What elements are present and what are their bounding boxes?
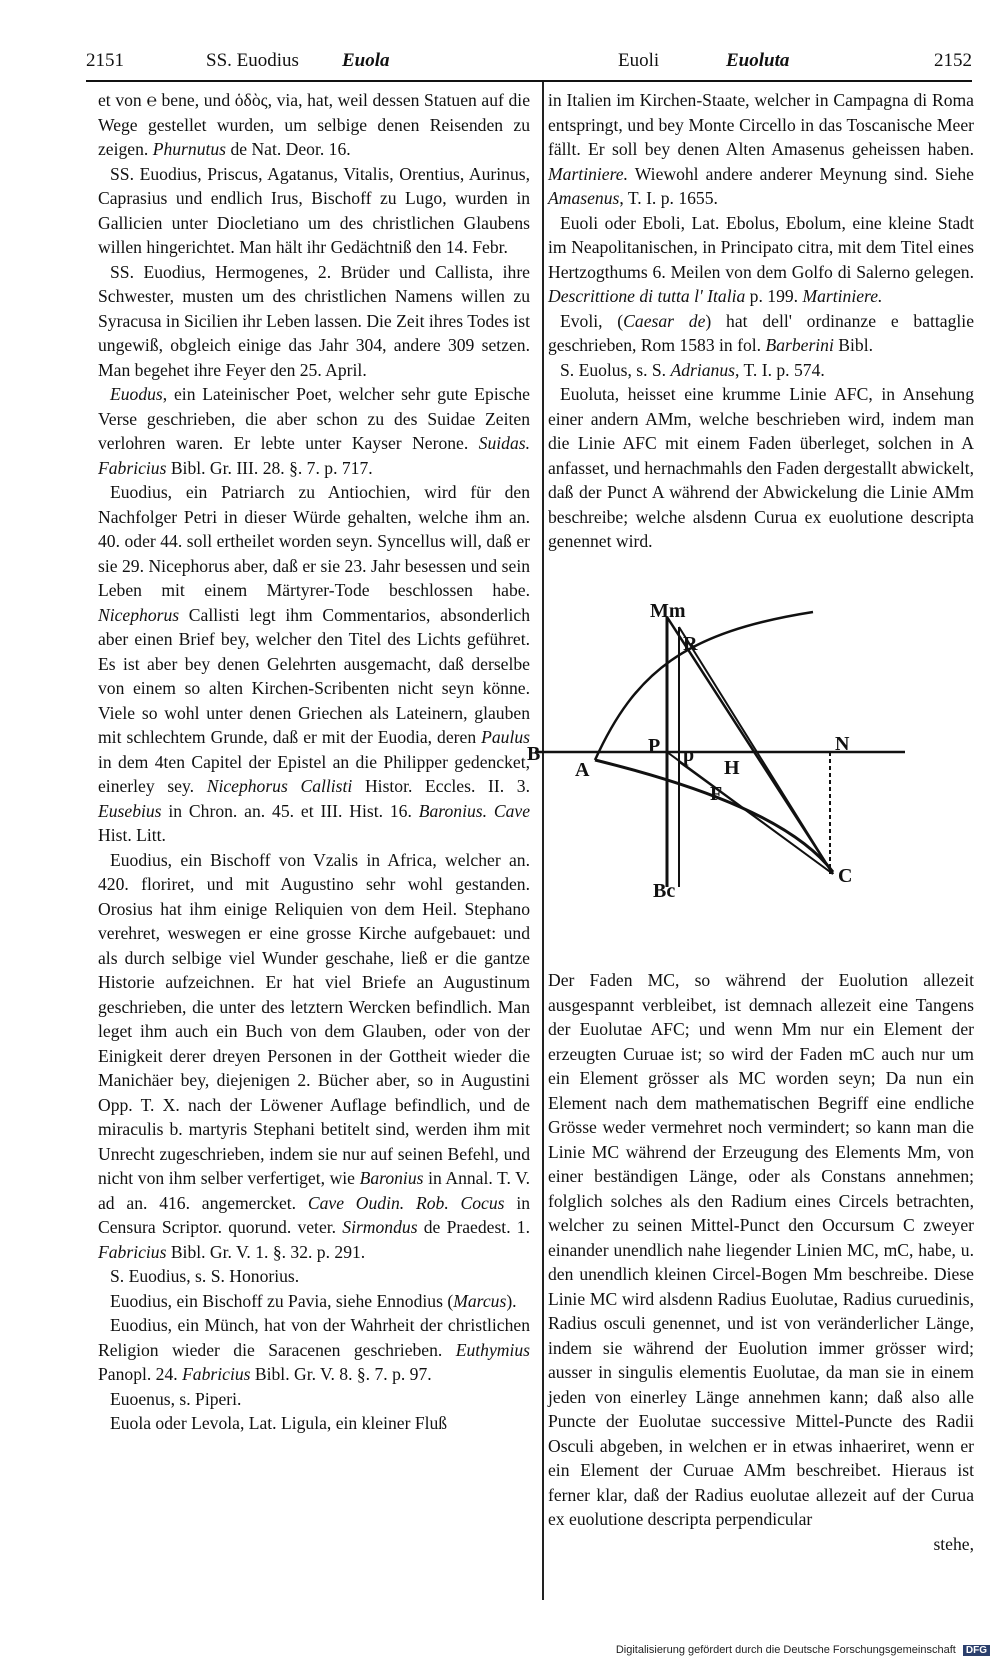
italic-text: Nicephorus Callisti (206, 776, 353, 796)
italic-text: Marcus (453, 1290, 507, 1311)
text-run: de Nat. Deor. 16. (226, 139, 351, 159)
italic-text: Baronius (359, 1168, 424, 1188)
italic-text: Fabricius (98, 1241, 167, 1262)
text-run: , T. I. p. 574. (735, 359, 825, 380)
footer-credit: Digitalisierung gefördert durch die Deutsche Forschungsgemeinschaft (615, 1644, 956, 1656)
italic-text: Caesar de (623, 310, 706, 331)
text-run: Bibl. (833, 335, 873, 355)
text-run: Euoenus, s. Piperi. (110, 1388, 242, 1409)
italic-text: Martiniere. (548, 163, 628, 184)
entry-paragraph (98, 260, 530, 383)
text-run: et von ℮ bene, und ὁδὸς, via, hat, weil dessen Statuen auf die Wege gestellet wurden, um selbige denen Reisenden zu zeigen. (98, 90, 530, 159)
header-catchword-right-1: Euoli (618, 50, 660, 71)
italic-text: Baronius. Cave (418, 800, 531, 821)
label-b: B (527, 743, 541, 765)
evolute-diagram (527, 600, 915, 962)
italic-text: Adrianus (670, 359, 736, 380)
label-m: Mm (650, 600, 686, 622)
text-run: Bibl. Gr. V. 8. §. 7. p. 97. (250, 1364, 432, 1384)
text-run: , ein Lateinischer Poet, welcher sehr gute Epische Verse geschrieben, die aber schon zu des Suidae Zeiten verlohren waren. Er lebte unter Kayser Nerone. (98, 384, 530, 453)
right-column-top (548, 88, 974, 554)
catchword (548, 1532, 974, 1557)
radius-line-mc-2 (679, 627, 833, 874)
italic-text: Paulus (481, 727, 530, 747)
italic-text: Cave Oudin. Rob. Cocus (307, 1192, 505, 1213)
text-run: stehe, (933, 1533, 974, 1554)
text-run: Callisti legt ihm Commentarios, absonderlich aber einen Brief bey, welcher den Titel des Lichts geführet. Es ist aber bey denen Gelehrten ausgemacht, daß derselbe von einem so alten Kirchen-Scribenten nicht seyn könne. Viele so wohl unter denen Griechen als Lateinern, glauben mit schlechtem Grunde, daß er mit der Euodia, deren (98, 604, 530, 747)
entry-paragraph (548, 968, 974, 1532)
text-run: Euoluta, heisset eine krumme Linie AFC, in Ansehung einer andern AMm, welche beschrieben wird, indem man die Linie AFC mit einem Faden überleget, solchen in A anfasset, und hernachmahls den Faden dergestallt abwickelt, daß der Punct A während der Abwickelung die Linie AMm beschreibe; welche alsdenn Curua ex euolutione descripta genennet wird. (548, 384, 974, 551)
entry-paragraph (548, 382, 974, 554)
text-run: in Italien im Kirchen-Staate, welcher in Campagna di Roma entspringt, und bey Monte Circello in das Toscanische Meer fällt. Er soll bey denen Alten Amasenus geheissen haben. (548, 90, 974, 159)
label-h: H (724, 757, 740, 779)
label-a: A (575, 759, 590, 781)
header-catchword-left-2: Euola (342, 50, 390, 71)
entry-paragraph (98, 162, 530, 260)
label-c: C (838, 865, 853, 887)
text-run: Bibl. Gr. V. 1. §. 32. p. 291. (166, 1241, 366, 1262)
italic-text: Suidas. Fabricius (98, 433, 530, 478)
entry-paragraph (98, 848, 530, 1265)
italic-text: Sirmondus (342, 1217, 418, 1237)
footer (616, 1644, 990, 1656)
text-run: ). (506, 1290, 517, 1311)
label-p-small: p (683, 744, 695, 766)
label-bottom: Bc (653, 880, 676, 902)
text-run: Hist. Litt. (98, 825, 166, 845)
text-run: Euodius, ein Bischoff von Vzalis in Africa, welcher an. 420. floriret, und mit Augustino sehr wohl gestanden. Orosius hat ihm einige Reliquien von dem Heil. Stephano verehret, weswegen er eine grosse Kirche aufgebauet: und als durch selbige viel Wunder geschahe, ließ er die gantze Historie aufzeichnen. Er hat viel Briefe an Augustinum geschrieben, die unter des letztern Wercken befindlich. Man leget ihm auch ein Buch von dem Glauben, oder von der Einigkeit derer dreyen Personen in der Gottheit wieder die Manichäer bey, diejenigen 2. Bücher aber, so in Augustini Opp. T. X. nach der Löwener Auflage befindlich, und de miraculis b. martyris Stephani betitelt sind, werden ihm mit Unrecht zugeschrieben, indem sie nur auf seinen Befehl, und nicht von ihm selber verfertiget, wie (98, 849, 530, 1188)
text-run: in Annal. T. V. ad an. 416. angemercket. (98, 1168, 530, 1213)
text-run: Euola oder Levola, Lat. Ligula, ein kleiner Fluß (110, 1413, 448, 1433)
italic-text: Descrittione di tutta l' Italia (548, 286, 746, 306)
text-run: Histor. Eccles. II. 3. (352, 776, 530, 796)
entry-paragraph (98, 480, 530, 848)
italic-text: Fabricius (182, 1364, 251, 1384)
text-run: in Censura Scriptor. quorund. veter. (98, 1192, 530, 1237)
entry-paragraph (98, 1411, 530, 1436)
italic-text: Euthymius (455, 1339, 530, 1360)
entry-paragraph (548, 88, 974, 211)
text-run: S. Euodius, s. S. Honorius. (110, 1266, 300, 1286)
column-divider (542, 82, 544, 1600)
dfg-logo: DFG (963, 1645, 990, 1656)
italic-text: Nicephorus (98, 604, 180, 625)
text-run: Euodius, ein Patriarch zu Antiochien, wird für den Nachfolger Petri in dieser Würde gehalten, welche ihm an. 40. oder 44. soll ertheilet worden seyn. Syncellus will, daß er sie 29. Nicephorus aber, daß er sie 23. Jahr besessen und sein Leben mit einem Märtyrer-Tode beschlossen habe. (98, 482, 530, 600)
text-run: , T. I. p. 1655. (619, 188, 718, 208)
italic-text: Euodus (110, 384, 163, 404)
label-r: R (683, 633, 698, 655)
text-run: in Chron. an. 45. et III. Hist. 16. (161, 800, 419, 821)
text-run: Wiewohl andere anderer Meynung sind. Siehe (627, 163, 974, 184)
right-column-bottom (548, 968, 974, 1556)
italic-text: Amasenus (548, 188, 620, 208)
entry-paragraph (548, 211, 974, 309)
label-p: P (648, 735, 661, 757)
entry-paragraph (98, 1313, 530, 1387)
label-n: N (835, 733, 850, 755)
italic-text: Eusebius (98, 800, 162, 821)
entry-paragraph (98, 88, 530, 162)
chord-line-pc-2 (679, 762, 833, 874)
text-run: SS. Euodius, Priscus, Agatanus, Vitalis, Orentius, Aurinus, Caprasius und endlich Irus, Bischoff zu Lugo, wurden in Gallicien unter Diocletiano um des christlichen Glaubens willen hingerichtet. Man hält ihr Gedächtniß den 14. Febr. (98, 163, 530, 257)
text-run: SS. Euodius, Hermogenes, 2. Brüder und Callista, ihre Schwester, musten um des christlichen Namens willen zu Syracusa in Sicilien ihr Leben lassen. Die Zeit ihres Todes ist ungewiß, obgleich einige das Jahr 304, andere 309 setzen. Man begehet ihre Feyer den 25. April. (98, 261, 530, 380)
text-run: Evoli, ( (560, 310, 624, 331)
page-number-right: 2152 (934, 50, 972, 71)
italic-text: Barberini (765, 335, 834, 355)
text-run: S. Euolus, s. S. (560, 359, 671, 380)
italic-text: Martiniere. (802, 286, 883, 306)
text-run: ) hat dell' ordinanze e battaglie geschrieben, Rom 1583 in fol. (548, 310, 974, 355)
entry-paragraph (548, 358, 974, 383)
text-run: Euodius, ein Bischoff zu Pavia, siehe Ennodius ( (110, 1290, 454, 1311)
entry-paragraph (98, 1289, 530, 1314)
page-number-left: 2151 (86, 50, 124, 71)
entry-paragraph (98, 1264, 530, 1289)
curve-amm (595, 612, 813, 760)
text-run: Euodius, ein Münch, hat von der Wahrheit der christlichen Religion wieder die Saracenen geschrieben. (98, 1315, 530, 1360)
text-run: Panopl. 24. (98, 1364, 183, 1384)
page-header (86, 50, 972, 78)
text-run: in dem 4ten Capitel der Epistel an die Philipper gedencket, einerley sey. (98, 751, 530, 796)
left-column (98, 88, 530, 1436)
entry-paragraph (98, 1387, 530, 1412)
text-run: p. 199. (745, 286, 803, 306)
header-rule (86, 80, 972, 82)
text-run: Der Faden MC, so während der Euolution allezeit ausgespannt verbleibet, ist demnach allezeit eine Tangens der Euolutae AFC; und wenn Mm nur ein Element der erzeugten Curuae ist; so wird der Faden mC auch nur um ein Element grösser als MC worden seyn; Da nun ein Element nach dem mathematischen Begriff eine endliche Grösse weder vermehret noch vermindert; so kann man die Linie MC während der Erzeugung des Elements Mm, von einer beständigen Länge, oder als Constans annehmen; folglich solches als den Radium eines Circels betrachten, welcher zu seinen Mittel-Punct den Occursum C zweyer einander unendlich nahe liegender Linien MC, mC, habe, u. den unendlich kleinen Circel-Bogen Mm beschreibe. Diese Linie MC wird alsdenn Radius Euolutae, Radius curuedinis, Radius osculi genennet, und ist von veränderlicher Länge, indem sie während der Euolution immer grösser wird; ausser in singulis elementis Euolutae, da man sie in einem jeden von einerley Länge annehmen kann; daß also alle Puncte der Euolutae successive Mittel-Puncte des Radii Osculi abgeben, in welchen er in etwas inhaeriret, wenn er ein Element der Curuae AMm beschreibet. Hieraus ist ferner klar, daß der Radius euolutae allezeit auf der Curua ex euolutione descripta perpendicular (548, 970, 974, 1529)
label-f: F (710, 783, 723, 805)
entry-paragraph (548, 309, 974, 358)
header-catchword-left-1: SS. Euodius (206, 50, 299, 71)
text-run: Bibl. Gr. III. 28. §. 7. p. 717. (166, 457, 373, 478)
text-run: de Praedest. 1. (417, 1217, 531, 1237)
text-run: Euoli oder Eboli, Lat. Ebolus, Ebolum, eine kleine Stadt im Neapolitanischen, in Principato citra, mit dem Titel eines Hertzogthums 6. Meilen von dem Golfo di Salerno gelegen. (548, 212, 974, 282)
entry-paragraph (98, 382, 530, 480)
italic-text: Phurnutus (152, 139, 227, 159)
header-catchword-right-2: Euoluta (726, 50, 790, 71)
